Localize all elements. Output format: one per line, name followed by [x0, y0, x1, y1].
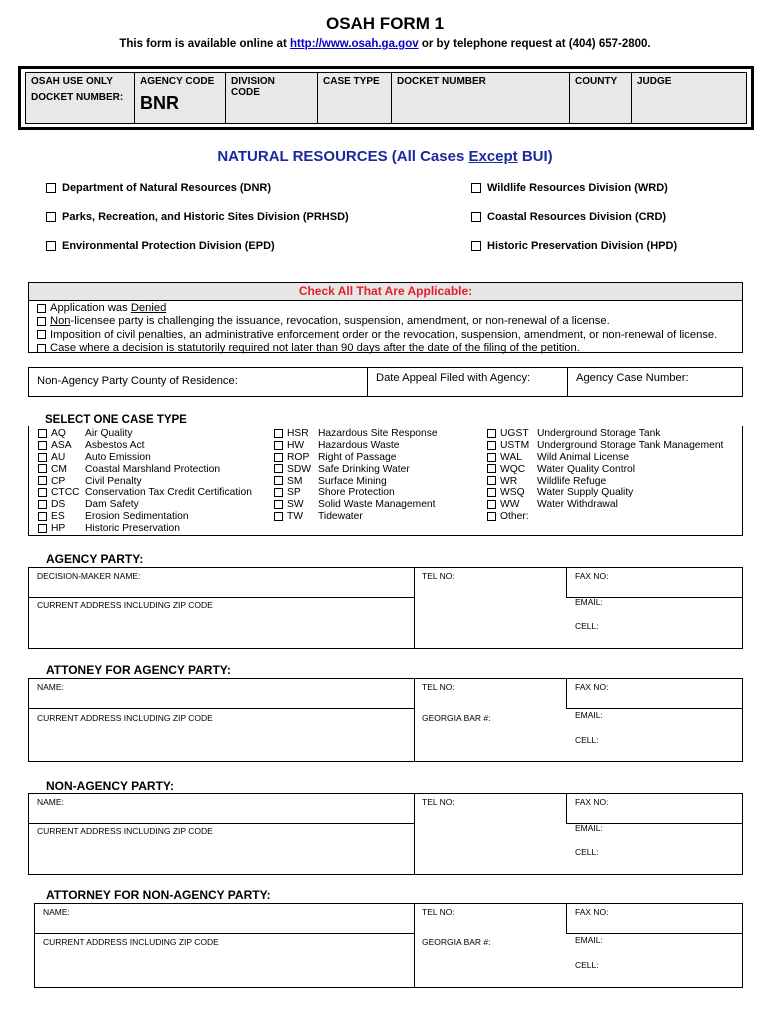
agency-party-box [28, 567, 743, 649]
case-type-name: Surface Mining [318, 475, 387, 487]
agency-attorney-bar-label: GEORGIA BAR #: [422, 713, 491, 723]
case-type-name: Erosion Sedimentation [85, 511, 189, 523]
agency-attorney-cell-label: CELL: [575, 735, 599, 745]
case-type-name: Conservation Tax Credit Certification [85, 487, 252, 499]
non-agency-attorney-email-label: EMAIL: [575, 935, 603, 945]
case-type-name: Dam Safety [85, 499, 139, 511]
case-type-name: Hazardous Site Response [318, 428, 438, 439]
checkbox[interactable] [38, 464, 47, 473]
non-agency-email-label: EMAIL: [575, 823, 603, 833]
checkbox[interactable] [274, 441, 283, 450]
checkbox[interactable] [46, 183, 56, 193]
applicable-heading: Check All That Are Applicable: [29, 283, 742, 301]
non-agency-attorney-address-label: CURRENT ADDRESS INCLUDING ZIP CODE [43, 937, 219, 947]
agency-address-label: CURRENT ADDRESS INCLUDING ZIP CODE [37, 600, 213, 610]
case-type-code: CTCC [51, 487, 80, 499]
decision-maker-name-label: DECISION-MAKER NAME: [37, 571, 141, 581]
agency-tel-label: TEL NO: [422, 571, 455, 581]
case-type-name: Air Quality [85, 428, 133, 439]
agency-email-label: EMAIL: [575, 597, 603, 607]
applicable-text-underlined: Denied [130, 302, 167, 314]
case-type-option[interactable] [274, 440, 438, 452]
checkbox[interactable] [487, 488, 496, 497]
case-type-name: Shore Protection [318, 487, 395, 499]
case-type-column-2 [274, 428, 438, 523]
case-type-code: UGST [500, 428, 529, 439]
applicable-item-non-licensee[interactable] [29, 315, 742, 328]
checkbox[interactable] [471, 241, 481, 251]
division-option-crd[interactable] [471, 211, 666, 223]
case-type-name: Underground Storage Tank [537, 428, 661, 439]
applicable-item-90-days[interactable] [29, 342, 742, 355]
checkbox[interactable] [38, 441, 47, 450]
case-type-label: CASE TYPE [323, 76, 380, 87]
case-type-code: ASA [51, 439, 72, 451]
case-type-option[interactable] [38, 499, 252, 511]
date-appeal-filed-field[interactable] [368, 368, 568, 396]
case-type-code: WSQ [500, 487, 525, 499]
division-label: Coastal Resources Division (CRD) [487, 211, 667, 223]
case-type-option[interactable] [274, 464, 438, 476]
case-type-name: Tidewater [318, 511, 363, 523]
division-label: Parks, Recreation, and Historic Sites Division (PRHSD) [62, 211, 349, 223]
checkbox[interactable] [274, 500, 283, 509]
applicable-item-denied[interactable] [29, 302, 742, 315]
case-type-name: Underground Storage Tank Management [537, 439, 724, 451]
case-type-name: Hazardous Waste [318, 439, 400, 451]
checkbox[interactable] [487, 500, 496, 509]
applicable-item-civil-penalties[interactable] [29, 329, 742, 342]
checkbox[interactable] [46, 212, 56, 222]
case-type-code: Other: [500, 511, 529, 523]
case-type-code: HSR [287, 428, 309, 439]
non-agency-attorney-box [34, 903, 743, 988]
case-type-column-3 [487, 428, 723, 523]
case-type-name: Historic Preservation [85, 523, 180, 535]
checkbox[interactable] [471, 183, 481, 193]
case-type-name: Asbestos Act [85, 439, 145, 451]
agency-attorney-fax-label: FAX NO: [575, 682, 609, 692]
case-type-option[interactable] [487, 511, 723, 523]
case-type-code: CM [51, 463, 68, 475]
agency-party-heading: AGENCY PARTY: [46, 552, 144, 566]
form-subtitle [0, 38, 770, 50]
checkbox[interactable] [274, 429, 283, 438]
division-code-label: DIVISION CODE [231, 76, 275, 98]
agency-attorney-address-label: CURRENT ADDRESS INCLUDING ZIP CODE [37, 713, 213, 723]
case-type-code: CP [51, 475, 66, 487]
applicable-box [28, 282, 743, 353]
case-type-code: SP [287, 487, 301, 499]
non-agency-address-label: CURRENT ADDRESS INCLUDING ZIP CODE [37, 826, 213, 836]
non-agency-party-heading: NON-AGENCY PARTY: [46, 779, 175, 793]
case-type-option[interactable] [487, 440, 723, 452]
section-title-except: Except [468, 148, 518, 165]
judge-cell[interactable] [632, 73, 745, 123]
case-type-option[interactable] [274, 428, 438, 440]
case-type-code: ROP [287, 451, 310, 463]
case-type-option[interactable] [487, 464, 723, 476]
non-agency-fax-label: FAX NO: [575, 797, 609, 807]
osah-use-only-cell [26, 73, 135, 123]
applicable-text: Application was [50, 302, 131, 314]
agency-case-number-label: Agency Case Number: [576, 372, 689, 384]
agency-attorney-heading: ATTONEY FOR AGENCY PARTY: [46, 663, 231, 677]
case-type-heading: SELECT ONE CASE TYPE [45, 414, 187, 426]
applicable-text: Case where a decision is statutorily required not later than 90 days after the date of the filing of the petition. [50, 342, 580, 355]
non-agency-attorney-tel-label: TEL NO: [422, 907, 455, 917]
case-type-code: WW [500, 499, 520, 511]
agency-code-cell[interactable] [135, 73, 226, 123]
case-type-option[interactable] [38, 511, 252, 523]
checkbox[interactable] [46, 241, 56, 251]
case-type-option[interactable] [38, 487, 252, 499]
docket-number-col-label: DOCKET NUMBER [397, 76, 486, 87]
applicable-text: Imposition of civil penalties, an administrative enforcement order or the revocation, suspension, amendment, or non-renewal of license. [50, 328, 718, 341]
case-type-option[interactable] [487, 487, 723, 499]
case-type-option[interactable] [487, 476, 723, 488]
case-type-code: WR [500, 475, 518, 487]
agency-attorney-email-label: EMAIL: [575, 710, 603, 720]
osah-use-only-label: OSAH USE ONLY [31, 76, 113, 87]
county-row [28, 367, 743, 397]
checkbox[interactable] [274, 488, 283, 497]
subtitle-text-pre: This form is available online at [119, 38, 290, 50]
agency-fax-label: FAX NO: [575, 571, 609, 581]
agency-attorney-name-label: NAME: [37, 682, 64, 692]
section-title-post: BUI) [517, 148, 553, 165]
form-title: OSAH FORM 1 [325, 14, 445, 33]
checkbox[interactable] [38, 524, 47, 533]
checkbox[interactable] [37, 317, 46, 326]
non-agency-attorney-cell-label: CELL: [575, 960, 599, 970]
case-type-name: Wild Animal License [537, 451, 630, 463]
docket-number-cell[interactable] [392, 73, 570, 123]
non-agency-attorney-fax-label: FAX NO: [575, 907, 609, 917]
case-type-code: WQC [500, 463, 526, 475]
checkbox[interactable] [274, 512, 283, 521]
case-type-option[interactable] [38, 464, 252, 476]
division-label: Department of Natural Resources (DNR) [62, 182, 272, 194]
section-title [0, 148, 770, 165]
non-agency-attorney-heading: ATTORNEY FOR NON-AGENCY PARTY: [46, 888, 271, 902]
subtitle-text-post: or by telephone request at (404) 657-2800. [418, 38, 651, 50]
judge-label: JUDGE [637, 76, 672, 87]
case-type-code: AQ [51, 428, 66, 439]
agency-attorney-box [28, 678, 743, 762]
checkbox[interactable] [487, 429, 496, 438]
checkbox[interactable] [274, 464, 283, 473]
agency-code-value: BNR [140, 93, 179, 113]
non-agency-party-box [28, 793, 743, 875]
case-type-code: SDW [287, 463, 312, 475]
checkbox[interactable] [37, 330, 46, 339]
case-type-code: SW [287, 499, 304, 511]
docket-table [25, 72, 747, 124]
case-type-code: WAL [500, 451, 522, 463]
case-type-code: AU [51, 451, 66, 463]
case-type-code: DS [51, 499, 66, 511]
division-option-epd[interactable] [46, 240, 275, 252]
case-type-name: Auto Emission [85, 451, 151, 463]
checkbox[interactable] [38, 476, 47, 485]
case-type-name: Wildlife Refuge [537, 475, 607, 487]
case-type-column-1 [38, 428, 252, 535]
case-type-code: HW [287, 439, 305, 451]
checkbox[interactable] [487, 441, 496, 450]
case-type-name: Water Quality Control [537, 463, 636, 475]
case-type-name: Civil Penalty [85, 475, 142, 487]
agency-cell-label: CELL: [575, 621, 599, 631]
case-type-name: Solid Waste Management [318, 499, 436, 511]
case-type-option[interactable] [274, 476, 438, 488]
checkbox[interactable] [38, 488, 47, 497]
non-agency-attorney-name-label: NAME: [43, 907, 70, 917]
case-type-option[interactable] [487, 452, 723, 464]
case-type-name: Water Supply Quality [537, 487, 634, 499]
division-option-dnr[interactable] [46, 182, 271, 194]
non-agency-cell-label: CELL: [575, 847, 599, 857]
checkbox[interactable] [37, 304, 46, 313]
non-agency-attorney-bar-label: GEORGIA BAR #: [422, 937, 491, 947]
county-label: COUNTY [575, 76, 618, 87]
division-code-cell[interactable] [226, 73, 318, 123]
case-type-code: USTM [500, 439, 530, 451]
osah-website-link[interactable]: http://www.osah.ga.gov [289, 38, 419, 50]
checkbox[interactable] [38, 512, 47, 521]
case-type-code: HP [51, 523, 66, 535]
applicable-text-underlined: Non [50, 315, 71, 328]
case-type-option[interactable] [274, 511, 438, 523]
county-of-residence-field[interactable] [29, 368, 368, 396]
checkbox[interactable] [38, 429, 47, 438]
case-type-option[interactable] [38, 476, 252, 488]
case-type-option[interactable] [274, 487, 438, 499]
checkbox[interactable] [274, 476, 283, 485]
case-type-name: Safe Drinking Water [318, 463, 410, 475]
division-option-prhsd[interactable] [46, 211, 349, 223]
county-of-residence-label: Non-Agency Party County of Residence: [37, 375, 238, 387]
case-type-option[interactable] [274, 452, 438, 464]
checkbox[interactable] [487, 476, 496, 485]
checkbox[interactable] [38, 453, 47, 462]
case-type-name: Coastal Marshland Protection [85, 463, 221, 475]
case-type-option[interactable] [38, 452, 252, 464]
division-label: Historic Preservation Division (HPD) [487, 240, 678, 252]
agency-attorney-tel-label: TEL NO: [422, 682, 455, 692]
case-type-name: Water Withdrawal [537, 499, 618, 511]
division-label: Environmental Protection Division (EPD) [62, 240, 275, 252]
agency-case-number-field[interactable] [568, 368, 742, 396]
section-title-pre: NATURAL RESOURCES (All Cases [217, 148, 469, 165]
case-type-code: TW [287, 511, 304, 523]
case-type-code: SM [287, 475, 303, 487]
case-type-option[interactable] [274, 499, 438, 511]
docket-number-label: DOCKET NUMBER: [31, 92, 124, 103]
case-type-box [28, 426, 743, 536]
non-agency-tel-label: TEL NO: [422, 797, 455, 807]
checkbox[interactable] [487, 453, 496, 462]
division-label: Wildlife Resources Division (WRD) [487, 182, 668, 194]
division-option-hpd[interactable] [471, 240, 677, 252]
division-option-wrd[interactable] [471, 182, 668, 194]
case-type-option[interactable] [487, 428, 723, 440]
checkbox[interactable] [37, 344, 46, 353]
checkbox[interactable] [274, 453, 283, 462]
case-type-option[interactable] [38, 523, 252, 535]
checkbox[interactable] [38, 500, 47, 509]
county-cell[interactable] [570, 73, 632, 123]
case-type-option[interactable] [38, 440, 252, 452]
case-type-option[interactable] [487, 499, 723, 511]
date-appeal-filed-label: Date Appeal Filed with Agency: [376, 372, 531, 384]
agency-code-label: AGENCY CODE [140, 76, 215, 87]
applicable-text: -licensee party is challenging the issuance, revocation, suspension, amendment, or non-renewal of a license. [70, 315, 610, 328]
case-type-code: ES [51, 511, 65, 523]
checkbox[interactable] [487, 512, 496, 521]
checkbox[interactable] [487, 464, 496, 473]
case-type-cell[interactable] [318, 73, 392, 123]
checkbox[interactable] [471, 212, 481, 222]
case-type-name: Right of Passage [318, 451, 397, 463]
case-type-option[interactable] [38, 428, 252, 440]
non-agency-name-label: NAME: [37, 797, 64, 807]
